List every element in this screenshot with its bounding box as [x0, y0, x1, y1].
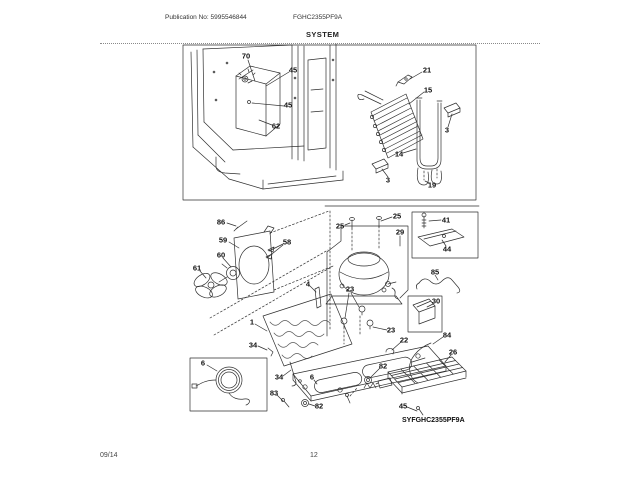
callout-1: 1 [249, 317, 255, 327]
callout-60: 60 [216, 250, 226, 260]
callout-58: 58 [282, 237, 292, 247]
callout-86: 86 [216, 217, 226, 227]
callout-34: 34 [248, 340, 258, 350]
callout-82: 82 [378, 361, 388, 371]
defrost-thermostat-drawing [396, 75, 412, 86]
callout-34: 34 [274, 372, 284, 382]
callout-41: 41 [441, 215, 451, 225]
callout-62: 62 [271, 121, 281, 131]
callout-26: 26 [448, 347, 458, 357]
callout-15: 15 [423, 85, 433, 95]
callout-61: 61 [192, 263, 202, 273]
callout-25: 25 [392, 211, 402, 221]
model-number: FGHC2355PF9A [293, 14, 343, 21]
compartment-outline [327, 226, 408, 336]
callout-84: 84 [442, 330, 452, 340]
callout-23: 23 [386, 325, 396, 335]
mounting-plate-drawing [293, 346, 446, 401]
callout-70: 70 [241, 51, 251, 61]
callout-3: 3 [444, 125, 450, 135]
page-title: SYSTEM [306, 30, 340, 39]
diagram-caption: SYFGHC2355PF9A [402, 417, 465, 424]
callout-23: 23 [345, 284, 355, 294]
callout-6: 6 [200, 358, 206, 368]
callout-82: 82 [314, 401, 324, 411]
callout-45: 45 [288, 65, 298, 75]
callout-29: 29 [395, 227, 405, 237]
callout-25: 25 [335, 221, 345, 231]
callout-19: 19 [427, 180, 437, 190]
callout-21: 21 [422, 65, 432, 75]
callout-45: 45 [283, 100, 293, 110]
callout-44: 44 [442, 244, 452, 254]
grommet-drawings [341, 306, 373, 329]
callout-83: 83 [269, 388, 279, 398]
refrigerator-cabinet-drawing [191, 44, 343, 189]
projection-lines [210, 211, 379, 396]
callout-22: 22 [399, 335, 409, 345]
callout-4: 4 [305, 279, 311, 289]
footer-page-number: 12 [310, 452, 318, 459]
callout-30: 30 [431, 296, 441, 306]
callout-45: 45 [398, 401, 408, 411]
compressor-drawing [326, 252, 402, 304]
callout-14: 14 [394, 149, 404, 159]
callout-59: 59 [218, 235, 228, 245]
fan-assembly-drawing [192, 221, 274, 300]
footer-date: 09/14 [100, 452, 118, 459]
callout-85: 85 [430, 267, 440, 277]
callout-3: 3 [385, 175, 391, 185]
suction-line-loop-drawing [416, 98, 442, 169]
callout-6: 6 [309, 372, 315, 382]
publication-number: Publication No: 5995546844 [165, 14, 247, 21]
